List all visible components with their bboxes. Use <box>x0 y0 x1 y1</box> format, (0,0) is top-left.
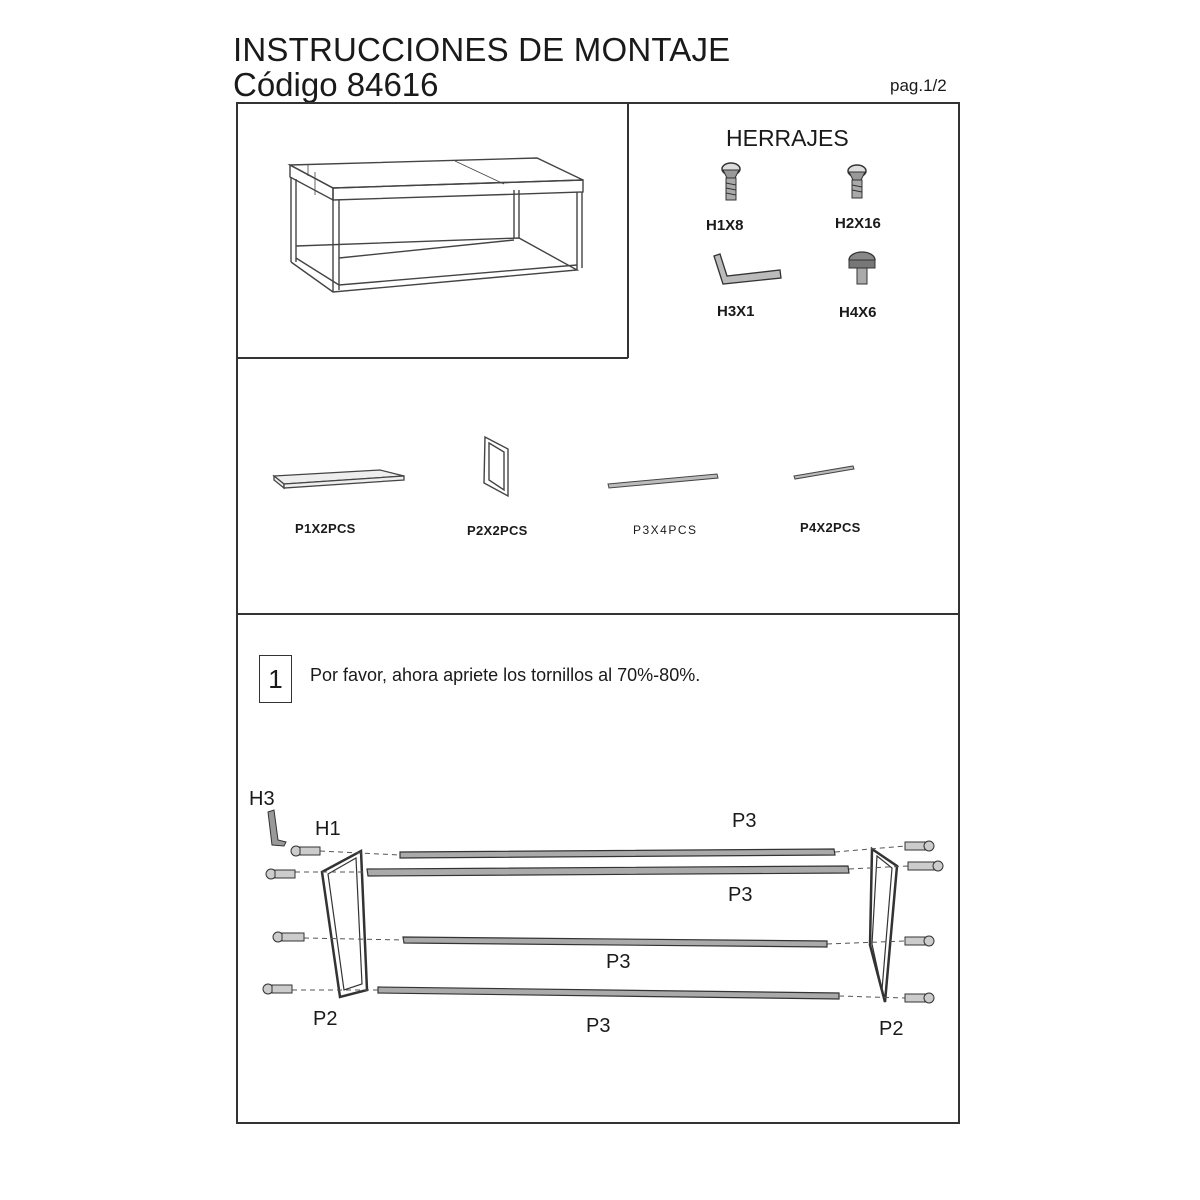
part-p2-drawing <box>484 437 508 496</box>
foot-glide-icon <box>849 252 875 284</box>
hardware-label-h3: H3X1 <box>717 303 755 320</box>
part-label-p2: P2X2PCS <box>467 523 528 538</box>
page-number: pag.1/2 <box>890 76 947 95</box>
part-p1-drawing <box>274 470 404 488</box>
step-number: 1 <box>259 655 292 703</box>
screw-icon <box>848 165 866 198</box>
part-label-p1: P1X2PCS <box>295 521 356 536</box>
part-p4-drawing <box>794 466 854 479</box>
screw-icon <box>722 163 740 200</box>
label-h3: H3 <box>249 788 275 810</box>
label-p2-left: P2 <box>313 1008 338 1030</box>
step1-assembly-diagram <box>263 810 943 1003</box>
assembled-table-drawing <box>290 158 583 292</box>
label-p3-second: P3 <box>728 884 753 906</box>
hardware-label-h4: H4X6 <box>839 304 877 321</box>
part-label-p3: P3X4PCS <box>633 523 698 537</box>
label-p3-third: P3 <box>606 951 631 973</box>
step-instruction: Por favor, ahora apriete los tornillos al 70%-80%. <box>310 665 701 685</box>
product-code: Código 84616 <box>233 66 439 103</box>
allen-key-icon <box>714 254 781 284</box>
label-p3-top: P3 <box>732 810 757 832</box>
hardware-label-h1: H1X8 <box>706 217 744 234</box>
part-label-p4: P4X2PCS <box>800 520 861 535</box>
hardware-label-h2: H2X16 <box>835 215 881 232</box>
label-p2-right: P2 <box>879 1018 904 1040</box>
hardware-heading: HERRAJES <box>726 125 849 151</box>
document-title: INSTRUCCIONES DE MONTAJE <box>233 31 731 68</box>
label-h1: H1 <box>315 818 341 840</box>
part-p3-drawing <box>608 474 718 488</box>
label-p3-bottom: P3 <box>586 1015 611 1037</box>
